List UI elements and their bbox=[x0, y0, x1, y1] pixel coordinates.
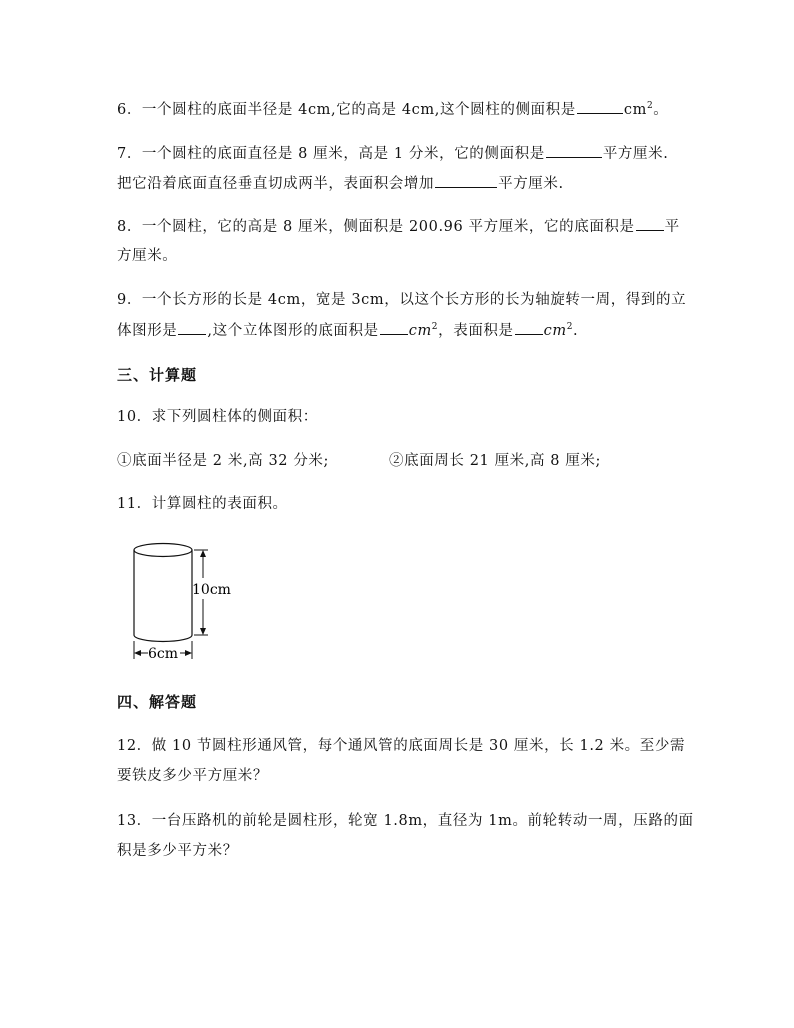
q8-text-1: 8．一个圆柱，它的高是 8 厘米，侧面积是 200.96 平方厘米，它的底面积是 bbox=[117, 219, 635, 235]
q9-unit-1: cm bbox=[408, 323, 432, 339]
q6-blank bbox=[577, 99, 623, 114]
height-arrow-up bbox=[200, 550, 206, 557]
question-8-line-1 bbox=[117, 216, 680, 237]
q7-text-1: 7．一个圆柱的底面直径是 8 厘米，高是 1 分米，它的侧面积是 bbox=[117, 146, 545, 162]
q9-blank-2 bbox=[380, 320, 408, 335]
question-9-line-2 bbox=[117, 320, 578, 341]
height-arrow-down bbox=[200, 628, 206, 635]
question-6 bbox=[117, 99, 668, 120]
q9-text-1: 9．一个长方形的长是 4cm，宽是 3cm，以这个长方形的长为轴旋转一周，得到的立 bbox=[117, 292, 687, 308]
diameter-arrow-right bbox=[185, 650, 192, 656]
diameter-arrow-left bbox=[134, 650, 141, 656]
question-12-line-2: 要铁皮多少平方厘米？ bbox=[117, 768, 268, 784]
q6-text: 6．一个圆柱的底面半径是 4cm,它的高是 4cm,这个圆柱的侧面积是 bbox=[117, 102, 576, 118]
q8-blank bbox=[636, 216, 664, 231]
q6-unit: cm bbox=[623, 102, 647, 118]
q9-blank-1 bbox=[178, 320, 206, 335]
q9-text-2a: 体图形是 bbox=[117, 323, 178, 339]
section-3-heading: 三、计算题 bbox=[117, 366, 198, 384]
question-11-title: 11．计算圆柱的表面积。 bbox=[117, 496, 288, 512]
question-13-line-1: 13．一台压路机的前轮是圆柱形，轮宽 1.8m，直径为 1m。前轮转动一周，压路的面 bbox=[117, 813, 694, 829]
cylinder-top-ellipse bbox=[134, 544, 192, 557]
cylinder-bottom-arc bbox=[134, 635, 192, 641]
question-10-item-1: ①底面半径是 2 米,高 32 分米; bbox=[117, 453, 330, 469]
q9-unit-1-sup: 2 bbox=[431, 322, 439, 333]
section-4-heading: 四、解答题 bbox=[117, 693, 198, 711]
diameter-label: 6cm bbox=[148, 646, 179, 662]
q9-unit-2: cm bbox=[543, 323, 567, 339]
question-9-line-1 bbox=[117, 290, 686, 310]
q9-unit-2-sup: 2 bbox=[566, 322, 574, 333]
question-13-line-2: 积是多少平方米？ bbox=[117, 843, 238, 859]
q9-blank-3 bbox=[515, 320, 543, 335]
q7-blank-2 bbox=[435, 173, 497, 188]
cylinder-figure bbox=[120, 535, 250, 665]
q9-text-2b: ,这个立体图形的底面积是 bbox=[207, 323, 379, 339]
question-10-title: 10．求下列圆柱体的侧面积： bbox=[117, 409, 318, 425]
q8-text-2: 方厘米。 bbox=[117, 248, 178, 264]
q9-text-2c: ，表面积是 bbox=[438, 323, 514, 339]
q7-blank-1 bbox=[546, 143, 602, 158]
question-8-line-2 bbox=[117, 246, 177, 266]
q7-text-2: 把它沿着底面直径垂直切成两半，表面积会增加 bbox=[117, 176, 435, 192]
q8-text-1b: 平 bbox=[664, 219, 680, 235]
q7-text-1b: 平方厘米. bbox=[602, 146, 669, 162]
q6-end: 。 bbox=[653, 102, 669, 118]
cylinder-diagram bbox=[120, 535, 250, 665]
question-10-item-2: ②底面周长 21 厘米,高 8 厘米; bbox=[389, 453, 602, 469]
question-7-line-1 bbox=[117, 143, 668, 164]
question-12-line-1: 12．做 10 节圆柱形通风管，每个通风管的底面周长是 30 厘米，长 1.2 米。至少需 bbox=[117, 738, 686, 754]
q9-text-2d: . bbox=[573, 323, 579, 339]
q6-unit-sup: 2 bbox=[646, 101, 654, 112]
q7-text-2b: 平方厘米. bbox=[498, 176, 564, 192]
height-label: 10cm bbox=[192, 582, 231, 598]
question-7-line-2 bbox=[117, 173, 564, 194]
